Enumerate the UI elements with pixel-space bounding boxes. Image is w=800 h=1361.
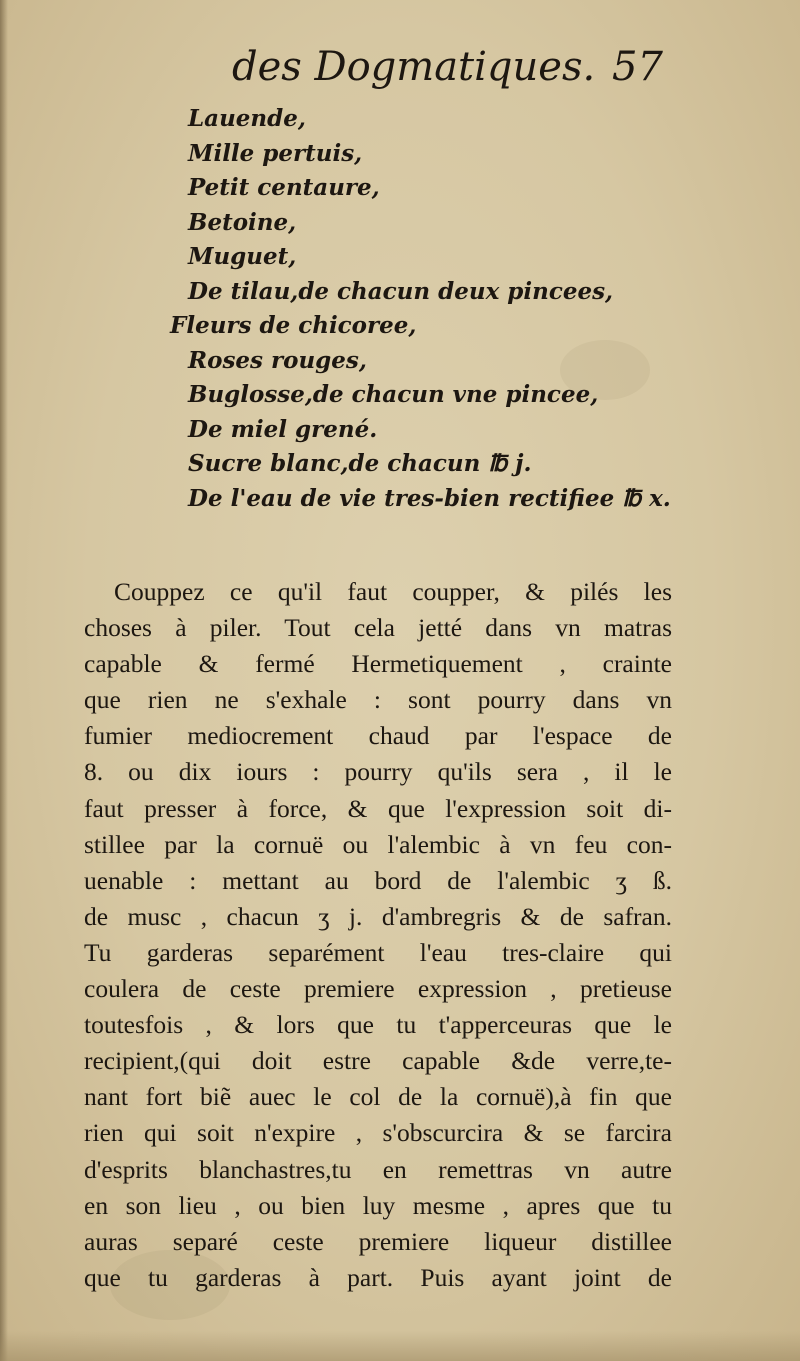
text-line: d'esprits blanchastres,tu en remettras vn autre — [84, 1154, 672, 1184]
text-line: Couppez ce qu'il faut coupper, & pilés les — [114, 577, 672, 606]
text-line: que tu garderas à part. Puis ayant joint de — [84, 1262, 672, 1292]
recipe-line: Roses rouges, — [188, 346, 367, 374]
text-line: recipient,(qui doit estre capable &de verre,te- — [84, 1046, 672, 1076]
page-bottom-shadow — [0, 1331, 800, 1361]
text-line: nant fort biẽ auec le col de la cornuë),à fin que — [84, 1082, 672, 1112]
recipe-list — [170, 102, 690, 516]
page-edge-shadow — [0, 0, 8, 1361]
recipe-line: Sucre blanc,de chacun ℔ j. — [188, 450, 532, 477]
text-line: en son lieu , ou bien luy mesme , apres que tu — [84, 1190, 672, 1220]
recipe-line: Fleurs de chicoree, — [170, 312, 417, 339]
recipe-line: Muguet, — [188, 243, 297, 270]
text-line: fumier mediocrement chaud par l'espace de — [84, 721, 672, 751]
recipe-line: Mille pertuis, — [188, 139, 363, 167]
recipe-line: Petit centaure, — [188, 174, 380, 201]
text-line: coulera de ceste premiere expression , pretieuse — [84, 974, 672, 1004]
text-line: uenable : mettant au bord de l'alembic ʒ ß. — [84, 865, 672, 895]
recipe-line: Buglosse,de chacun vne pincee, — [188, 381, 599, 408]
text-line: faut presser à force, & que l'expression soit di- — [84, 793, 672, 823]
page-header — [0, 42, 800, 102]
text-line: auras separé ceste premiere liqueur distillee — [84, 1226, 672, 1256]
text-line: 8. ou dix iours : pourry qu'ils sera , il le — [84, 757, 672, 787]
recipe-line: Betoine, — [188, 208, 297, 236]
text-line: Tu garderas separément l'eau tres-claire qui — [84, 937, 672, 967]
running-title: des Dogmatiques. — [232, 44, 596, 90]
recipe-line: De l'eau de vie tres-bien rectifiee ℔ x. — [188, 484, 671, 512]
page-number: 57 — [612, 44, 663, 90]
body-paragraph — [84, 574, 672, 1296]
text-line: stillee par la cornuë ou l'alembic à vn feu con- — [84, 829, 672, 859]
recipe-line: De tilau,de chacun deux pincees, — [188, 277, 614, 305]
recipe-line: Lauende, — [188, 105, 306, 132]
text-line: que rien ne s'exhale : sont pourry dans vn — [84, 685, 672, 715]
text-line: capable & fermé Hermetiquement , crainte — [84, 649, 672, 679]
recipe-line: De miel grené. — [188, 415, 378, 443]
text-line: toutesfois , & lors que tu t'apperceuras que le — [84, 1010, 672, 1040]
text-line: de musc , chacun ʒ j. d'ambregris & de safran. — [84, 901, 672, 931]
text-line: choses à piler. Tout cela jetté dans vn matras — [84, 613, 672, 643]
text-line: rien qui soit n'expire , s'obscurcira & se farcira — [84, 1118, 672, 1148]
